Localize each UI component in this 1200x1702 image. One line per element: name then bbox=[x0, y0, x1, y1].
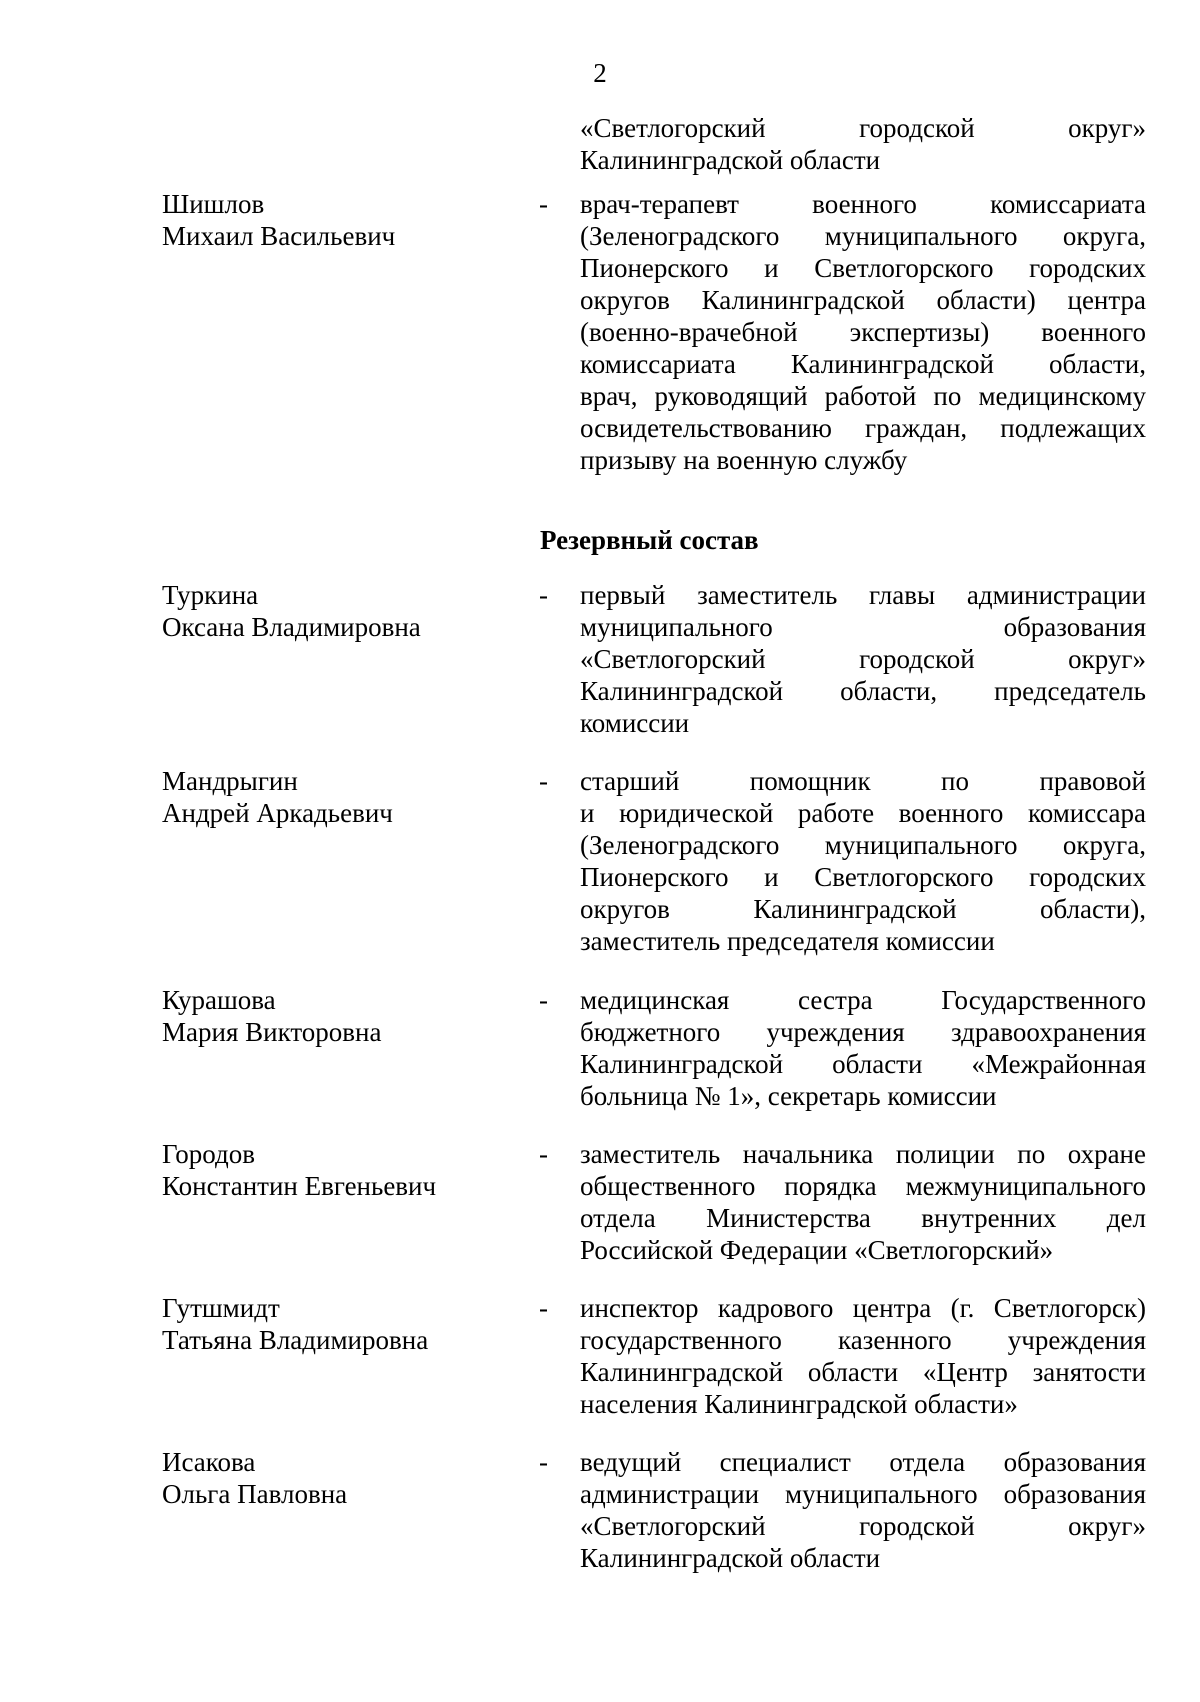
member-description bbox=[580, 579, 1146, 739]
description-line: «Светлогорский городской округ» bbox=[580, 644, 1146, 674]
description-line: администрации муниципального образования bbox=[580, 1479, 1146, 1509]
description-line: медицинская сестра Государственного bbox=[580, 985, 1146, 1015]
description-line: (военно-врачебной экспертизы) военного bbox=[580, 317, 1146, 347]
member-name bbox=[162, 984, 522, 1048]
description-line: Калининградской области «Центр занятости bbox=[580, 1357, 1146, 1387]
description-line: общественного порядка межмуниципального bbox=[580, 1171, 1146, 1201]
member-surname: Курашова bbox=[162, 985, 276, 1015]
member-given-names: Ольга Павловна bbox=[162, 1479, 348, 1509]
member-name bbox=[162, 1138, 522, 1202]
member-dash: - bbox=[539, 985, 548, 1015]
member-given-names: Константин Евгеньевич bbox=[162, 1171, 437, 1201]
description-line: отдела Министерства внутренних дел bbox=[580, 1203, 1146, 1233]
member-given-names: Татьяна Владимировна bbox=[162, 1325, 429, 1355]
member-name bbox=[162, 579, 522, 643]
description-line: Калининградской области «Межрайонная bbox=[580, 1049, 1146, 1079]
description-line: округов Калининградской области) центра bbox=[580, 285, 1146, 315]
description-line: первый заместитель главы администрации bbox=[580, 580, 1146, 610]
description-line: Пионерского и Светлогорского городских bbox=[580, 862, 1146, 892]
description-line: (Зеленоградского муниципального округа, bbox=[580, 830, 1146, 860]
description-line: «Светлогорский городской округ» bbox=[580, 1511, 1146, 1541]
member-dash: - bbox=[539, 580, 548, 610]
member-name bbox=[162, 1446, 522, 1510]
member-name bbox=[162, 1292, 522, 1356]
member-given-names: Оксана Владимировна bbox=[162, 612, 421, 642]
continuation-text bbox=[580, 112, 1146, 176]
member-name bbox=[162, 188, 522, 252]
description-line: Калининградской области bbox=[580, 1543, 881, 1573]
description-line: больница № 1», секретарь комиссии bbox=[580, 1081, 997, 1111]
description-line: Пионерского и Светлогорского городских bbox=[580, 253, 1146, 283]
description-line: ведущий специалист отдела образования bbox=[580, 1447, 1146, 1477]
description-line: государственного казенного учреждения bbox=[580, 1325, 1146, 1355]
member-surname: Туркина bbox=[162, 580, 259, 610]
member-description bbox=[580, 765, 1146, 957]
description-line: освидетельствованию граждан, подлежащих bbox=[580, 413, 1146, 443]
member-description bbox=[580, 1292, 1146, 1420]
member-given-names: Андрей Аркадьевич bbox=[162, 798, 393, 828]
description-line: инспектор кадрового центра (г. Светлогорск) bbox=[580, 1293, 1146, 1323]
member-description bbox=[580, 188, 1146, 476]
section-heading: Резервный состав bbox=[540, 525, 759, 555]
member-dash: - bbox=[539, 189, 548, 219]
description-line: старший помощник по правовой bbox=[580, 766, 1146, 796]
page-number: 2 bbox=[593, 58, 607, 88]
member-dash: - bbox=[539, 1139, 548, 1169]
description-line: Российской Федерации «Светлогорский» bbox=[580, 1235, 1054, 1265]
member-given-names: Мария Викторовна bbox=[162, 1017, 382, 1047]
description-line: бюджетного учреждения здравоохранения bbox=[580, 1017, 1146, 1047]
member-dash: - bbox=[539, 1447, 548, 1477]
description-line: врач, руководящий работой по медицинскому bbox=[580, 381, 1146, 411]
continuation-line: «Светлогорский городской округ» bbox=[580, 113, 1146, 143]
description-line: (Зеленоградского муниципального округа, bbox=[580, 221, 1146, 251]
member-dash: - bbox=[539, 1293, 548, 1323]
description-line: Калининградской области, председатель bbox=[580, 676, 1146, 706]
member-surname: Мандрыгин bbox=[162, 766, 298, 796]
member-description bbox=[580, 984, 1146, 1112]
member-surname: Гутшмидт bbox=[162, 1293, 280, 1323]
member-name bbox=[162, 765, 522, 829]
description-line: призыву на военную службу bbox=[580, 445, 908, 475]
member-surname: Городов bbox=[162, 1139, 255, 1169]
description-line: округов Калининградской области), bbox=[580, 894, 1146, 924]
member-given-names: Михаил Васильевич bbox=[162, 221, 396, 251]
description-line: заместитель председателя комиссии bbox=[580, 926, 995, 956]
continuation-line: Калининградской области bbox=[580, 145, 881, 175]
member-description bbox=[580, 1446, 1146, 1574]
member-description bbox=[580, 1138, 1146, 1266]
description-line: заместитель начальника полиции по охране bbox=[580, 1139, 1146, 1169]
description-line: врач-терапевт военного комиссариата bbox=[580, 189, 1146, 219]
member-surname: Исакова bbox=[162, 1447, 256, 1477]
description-line: муниципального образования bbox=[580, 612, 1146, 642]
description-line: комиссии bbox=[580, 708, 690, 738]
description-line: населения Калининградской области» bbox=[580, 1389, 1018, 1419]
member-surname: Шишлов bbox=[162, 189, 265, 219]
description-line: и юридической работе военного комиссара bbox=[580, 798, 1146, 828]
description-line: комиссариата Калининградской области, bbox=[580, 349, 1146, 379]
member-dash: - bbox=[539, 766, 548, 796]
